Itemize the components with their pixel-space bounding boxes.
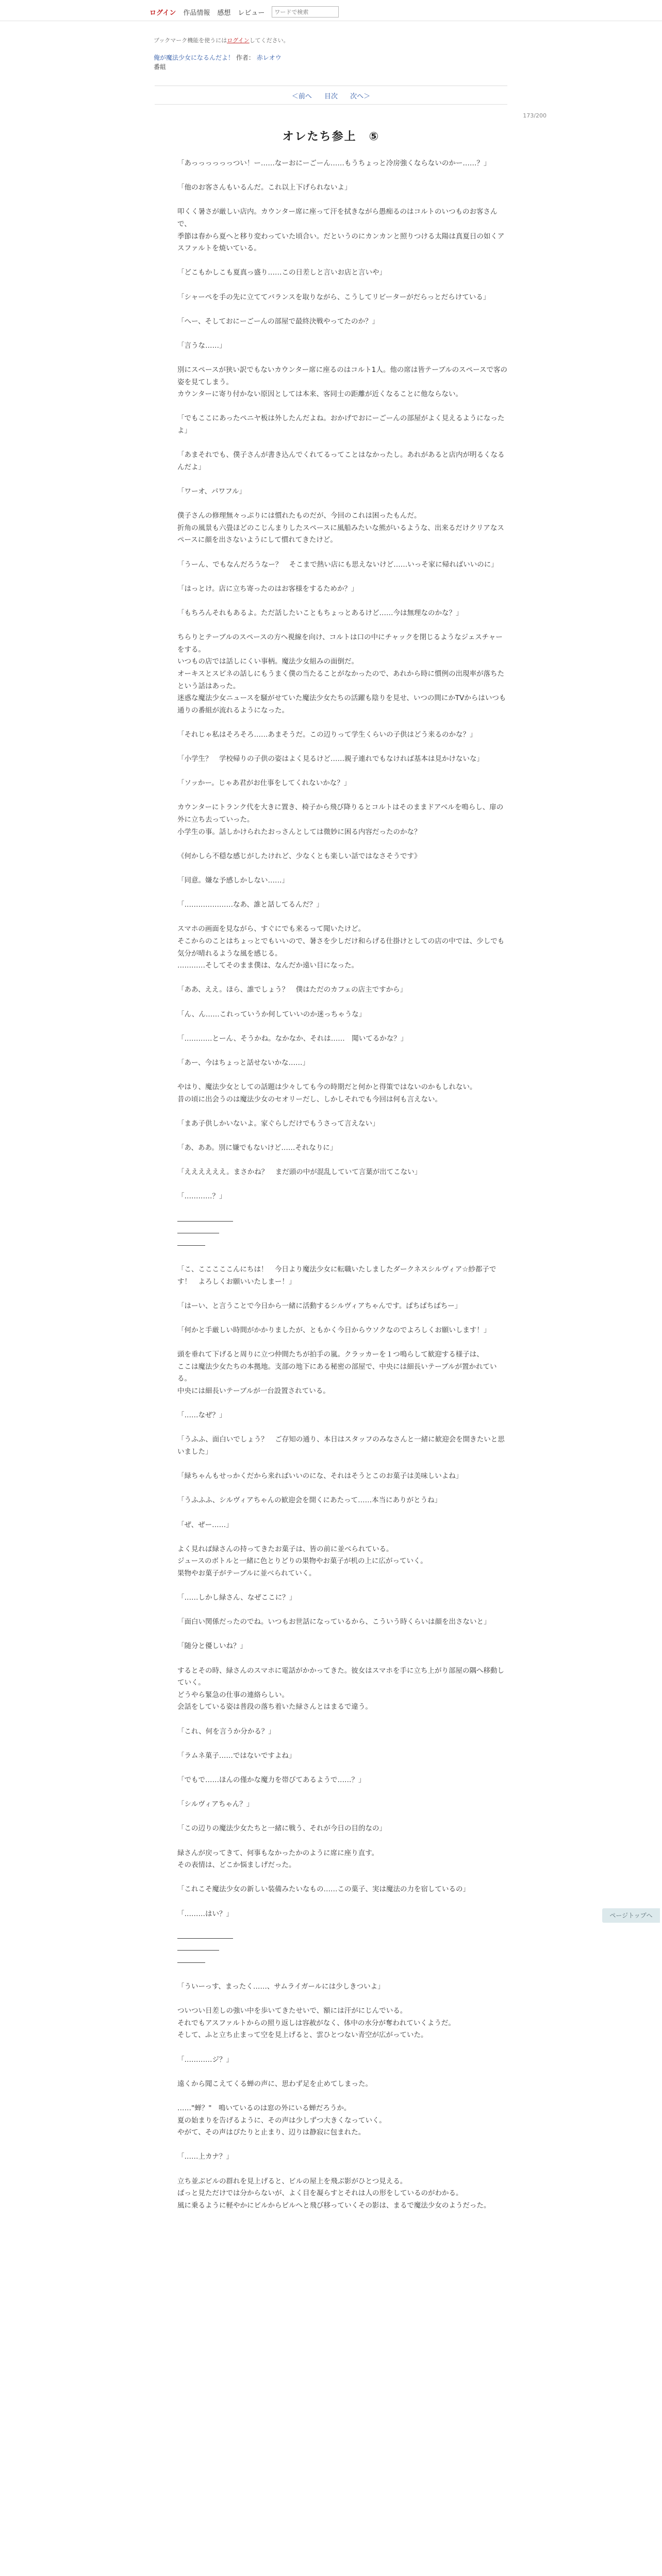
paragraph: 中央には細長いテーブルが一台設置されている。 (177, 1386, 330, 1395)
paragraph: 果物やお菓子がテーブルに並べられていく。 (177, 1569, 316, 1578)
paragraph: 季節は春から夏へと移り変わっていた頃合い。だというのにカンカンと照りつける太陽は真夏日の如くアスファルトを焼いている。 (177, 232, 505, 253)
paragraph: 遠くから聞こえてくる蝉の声に、思わず足を止めてしまった。 (177, 2079, 372, 2088)
paragraph: 夏の始まりを告げるように、その声は少しずつ大きくなっていく。 (177, 2116, 386, 2125)
blank-line (177, 1872, 507, 1884)
blank-line (177, 911, 507, 924)
blank-line (177, 1604, 507, 1617)
blank-line (177, 1920, 507, 1933)
paragraph: 「同意。嫌な予感しかしない……」 (177, 876, 289, 885)
blank-line (177, 473, 507, 486)
blank-line (177, 328, 507, 340)
paragraph: 「もちろんそれもあるよ。ただ話したいこともちょっとあるけど……今は無理なのかな？」 (177, 608, 463, 617)
paragraph: よく見れば緑さんの持ってきたお菓子は、皆の前に並べられている。 (177, 1545, 393, 1553)
bookmark-notice (154, 36, 289, 44)
paragraph: スマホの画面を見ながら、すぐにでも来るって聞いたけど。 (177, 925, 366, 934)
paragraph: 「へー、そしておにーごーんの部屋で最終決戦やってたのか？」 (177, 317, 379, 326)
paragraph: 僕子さんの修理無々っぷりには慣れたものだが、今回のこれは困ったもんだ。 (177, 512, 421, 520)
paragraph: 「まあ子供しかいないよ。家ぐらしだけでもうさって言えない」 (177, 1119, 379, 1128)
blank-line (177, 1203, 507, 1215)
blank-line (177, 1130, 507, 1143)
top-bar (0, 0, 662, 21)
paragraph: 「………はい？」 (177, 1909, 233, 1918)
paragraph: 「……上カナ？」 (177, 2153, 233, 2161)
paragraph: 立ち並ぶビルの群れを見上げると、ビルの屋上を飛ぶ影がひとつ見える。 (177, 2177, 407, 2185)
paragraph: 「…………？」 (177, 1192, 226, 1201)
blank-line (177, 1179, 507, 1191)
blank-line (177, 1580, 507, 1592)
paragraph: 迷惑な魔法少女ニュースを騒がせていた魔法少女たちの活躍も陰りを見せ、いつの間にかTVからはいつも通りの番組が流れるようになった。 (177, 694, 506, 715)
blank-line (177, 1459, 507, 1471)
divider (155, 104, 507, 105)
paragraph: 叩くく暑さが厳しい店内。カウンター席に座って汗を拭きながら愚痴るのはコルトのいつものお客さんで、 (177, 208, 498, 228)
blank-line (177, 1045, 507, 1057)
paragraph: 「あ、ああ。別に嫌でもないけど……それなりに」 (177, 1144, 337, 1153)
paragraph: 「うーん、でもなんだろうなー？ そこまで熱い店にも思えないけど……いっそ家に帰ればいいのに」 (177, 560, 498, 569)
blank-line (177, 1714, 507, 1726)
blank-line (177, 862, 507, 875)
paragraph: 「他のお客さんもいるんだ。これ以上下げられないよ」 (177, 183, 352, 192)
series-tag: 番組 (154, 63, 167, 71)
blank-line (177, 1251, 507, 1264)
paragraph: 「シルヴィアちゃん？」 (177, 1800, 254, 1809)
notice-login-link[interactable]: ログイン (227, 37, 250, 44)
paragraph: 「うふふ、面白いでしょう？ ご存知の通り、本日はスタッフのみなさんと一緒に歓迎会を開きたいと思いました」 (177, 1435, 505, 1456)
paragraph: ―――――― (177, 1229, 219, 1238)
paragraph: ―――――― (177, 1946, 219, 1955)
blank-line (177, 1106, 507, 1118)
blank-line (177, 2090, 507, 2103)
blank-line (177, 972, 507, 985)
toc-link[interactable]: 目次 (324, 93, 338, 100)
paragraph: オーキスとスピネの話しにもうまく僕の当たることがなかったので、あれから時に慣例の出現率が落ちたという話はあった。 (177, 669, 504, 690)
paragraph: ―――― (177, 1241, 205, 1249)
paragraph: 昔の頃に出会うのは魔法少女のセオリーだし、しかしそれでも今回は何も言えない。 (177, 1095, 442, 1104)
paragraph: 小学生の事。話しかけられたおっさんとしては微妙に困る内容だったのかな？ (177, 827, 421, 836)
paragraph: 折角の風景も六畳ほどのこじんまりしたスペースに風船みたいな熊がいるような、出来るだけクリアなスペースに顔を出さないようにして慣れてきたけど。 (177, 523, 504, 545)
page-top-button[interactable]: ページトップへ (602, 1908, 660, 1923)
paragraph: 「どこもかしこも夏真っ盛り……この日差しと言いお店と言いや」 (177, 268, 386, 277)
chapter-title: オレたち参上 ⑤ (282, 130, 380, 143)
paragraph: ちらりとテーブルのスペースの方へ視線を向け、コルトは口の中にチャックを閉じるようなジェスチャーをする。 (177, 633, 503, 654)
paragraph: やはり、魔法少女としての話題は少々しても今の時期だと何かと得策ではないのかもしれない。 (177, 1083, 477, 1092)
blank-line (177, 1398, 507, 1410)
blank-line (177, 401, 507, 413)
blank-line (177, 766, 507, 778)
paragraph: ……"蝉？" 鳴いているのは窓の外にいる蝉だろうか。 (177, 2104, 351, 2112)
paragraph: するとその時、緑さんのスマホに電話がかかってきた。彼女はスマホを手に立ち上がり部屋の隅へ移動していく。 (177, 1666, 504, 1687)
paragraph: 「何かと手厳しい時間がかかりましたが、ともかく今日からウソクなのでよろしくお願いします！」 (177, 1326, 491, 1334)
paragraph: 「ぜ、ぜー……」 (177, 1520, 233, 1529)
blank-line (177, 620, 507, 632)
paragraph: そして、ふと立ち止まって空を見上げると、雲ひとつない青空が広がっていた。 (177, 2031, 428, 2040)
paragraph: カウンターにトランク代を大きに置き、椅子から飛び降りるとコルトはそのままドアベルを鳴らし、扉の外に立ち去っていった。 (177, 803, 504, 824)
blank-line (177, 2139, 507, 2151)
next-chapter-link[interactable]: 次へ＞ (350, 93, 371, 100)
blank-line (177, 996, 507, 1009)
paragraph: 「ああ、ええ。ほら、誰でしょう？ 僕はただのカフェの店主ですから」 (177, 986, 407, 994)
blank-line (177, 437, 507, 450)
paragraph: 「それじゃ私はそろそろ……あまそうだ。この辺りって学生くらいの子供はどう来るのかな？」 (177, 730, 477, 739)
blank-line (177, 1787, 507, 1799)
paragraph: 「これこそ魔法少女の新しい装備みたいなもの……この菓子、実は魔法の力を宿しているの」 (177, 1885, 470, 1894)
paragraph: 風に乗るように軽やかにビルからビルへと飛び移っていくその影は、まるで魔法少女のようだった。 (177, 2201, 491, 2210)
paragraph: やがて、その声はぴたりと止まり、辺りは静寂に包まれた。 (177, 2128, 366, 2137)
blank-line (177, 547, 507, 559)
login-link[interactable]: ログイン (150, 9, 176, 17)
blank-line (177, 279, 507, 292)
paragraph: 「うふふふ、シルヴィアちゃんの歓迎会を開くにあたって……本当にありがとうね」 (177, 1496, 442, 1505)
prev-chapter-link[interactable]: ＜前へ (291, 93, 312, 100)
paragraph: …………そしてそのまま僕は、なんだか遠い目になった。 (177, 961, 358, 970)
blank-line (177, 1155, 507, 1167)
paragraph: 「……しかし緑さん、なぜここに？」 (177, 1594, 296, 1602)
paragraph: 「ワーオ、パワフル」 (177, 487, 246, 496)
paragraph: 「これ、何を言うか分かる？」 (177, 1727, 275, 1736)
blank-line (177, 595, 507, 607)
blank-line (177, 717, 507, 729)
chapter-number: 173/200 (523, 112, 547, 119)
top-nav (150, 6, 339, 18)
paragraph: 「はーい、と言うことで今日から一緒に活動するシルヴィアちゃんです。ぱちぱちぱちー」 (177, 1301, 462, 1310)
paragraph: 「ういーっす、まったく……、サムライガールには少しきついよ」 (177, 1982, 385, 1991)
blank-line (177, 1021, 507, 1033)
paragraph: カウンターに寄り付かない原因としては本来、客同士の距離が近くなることに他ならない。 (177, 390, 462, 399)
blank-line (177, 1629, 507, 1641)
paragraph: 会話をしている姿は普段の落ち着いた緑さんとはまるで違う。 (177, 1703, 372, 1711)
chapter-body (177, 158, 507, 2212)
blank-line (177, 1896, 507, 1908)
paragraph: 別にスペースが狭い訳でもないカウンター席に座るのはコルト1人。他の席は皆テーブルのスペースで客の姿を見てしまう。 (177, 366, 507, 386)
paragraph: ―――――――― (177, 1934, 233, 1942)
paragraph: 「…………とーん、そうかね。なかなか、それは…… 聞いてるかな？」 (177, 1034, 408, 1043)
paragraph: 「面白い関係だったのでね。いつもお世話になっているから、こういう時くらいは顔を出さないと」 (177, 1618, 491, 1626)
paragraph: 「…………ジ？」 (177, 2055, 233, 2064)
paragraph: 「はっとけ。店に立ち寄ったのはお客様をするためか？」 (177, 584, 358, 593)
review-link[interactable]: レビュー (238, 9, 265, 17)
paragraph: ―――― (177, 1958, 205, 1967)
blank-line (177, 170, 507, 182)
paragraph: 「でもで……ほんの僅かな魔力を帯びてあるようで……？」 (177, 1775, 366, 1784)
blank-line (177, 1738, 507, 1750)
blank-line (177, 255, 507, 267)
paragraph: 「ん、ん……これっていうか何していいのか迷っちゃうな」 (177, 1010, 366, 1019)
paragraph: ジュースのボトルと一緒に色とりどりの果物やお菓子が机の上に広がっていく。 (177, 1557, 427, 1566)
paragraph: 緑さんが戻ってきて、何事もなかったかのように席に座り直す。 (177, 1849, 379, 1857)
paragraph: 「この辺りの魔法少女たちと一緒に戦う、それが今日の目的なの」 (177, 1824, 386, 1833)
paragraph: 「ええええええ。まさかね？ まだ頭の中が混乱していて言葉が出てこない」 (177, 1168, 422, 1177)
blank-line (177, 352, 507, 365)
series-title-link[interactable]: 俺が魔法少女になるんだよ！ (154, 54, 235, 61)
paragraph: ぱっと見ただけでは分からないが、よく目を凝らすとそれは人の形をしているのがわかる。 (177, 2189, 463, 2198)
blank-line (177, 887, 507, 900)
blank-line (177, 1762, 507, 1774)
blank-line (177, 1337, 507, 1349)
blank-line (177, 1483, 507, 1495)
author-label: 作者： (236, 54, 255, 61)
paragraph: 「ラムネ菓子……ではないですよね」 (177, 1751, 296, 1760)
paragraph: それでもアスファルトからの照り返しは容赦がなく、体中の水分が奪われていくようだ。 (177, 2019, 455, 2027)
blank-line (177, 1811, 507, 1823)
paragraph: 《何かしら不穏な感じがしたけれど、少なくとも楽しい話ではなさそうです》 (177, 852, 421, 860)
blank-line (177, 1531, 507, 1544)
blank-line (177, 1288, 507, 1300)
paragraph: 「あっっっっっっつい！ー……なーおにーごーん……もうちょっと冷房強くならないのかー……？」 (177, 159, 491, 167)
blank-line (177, 741, 507, 754)
paragraph: ついつい日差しの強い中を歩いてきたせいで、額には汗がにじんでいる。 (177, 2007, 407, 2015)
paragraph: 「ソッかー。じゃあ君がお仕事をしてくれないかな？」 (177, 779, 351, 788)
paragraph: 頭を垂れて下げると周りに立つ仲間たちが拍手の嵐。クラッカーを１つ鳴らして歓迎する様子は、 (177, 1350, 484, 1359)
paragraph: 「…………………なあ、誰と話してるんだ？」 (177, 901, 323, 909)
blank-line (177, 2066, 507, 2078)
chapter-pager-top (0, 91, 662, 100)
blank-line (177, 303, 507, 316)
blank-line (177, 838, 507, 851)
paragraph: ―――――――― (177, 1216, 233, 1225)
blank-line (177, 2042, 507, 2054)
paragraph: 「言うな……」 (177, 341, 226, 350)
notice-text-after: してください。 (249, 37, 289, 44)
author-link[interactable]: 赤レオウ (256, 54, 282, 61)
work-info-link[interactable]: 作品情報 (183, 9, 210, 17)
paragraph: 「あまそれでも、僕子さんが書き込んでくれてるってことはなかったし。あれがあると店内が明るくなるんだよ」 (177, 451, 505, 471)
blank-line (177, 790, 507, 802)
paragraph: どうやら緊急の仕事の連絡らしい。 (177, 1690, 289, 1699)
blank-line (177, 1969, 507, 1981)
paragraph: ここは魔法少女たちの本拠地。支部の地下にある秘密の部屋で、中央には細長いテーブルが置かれている。 (177, 1362, 497, 1383)
blank-line (177, 194, 507, 207)
notice-text-before: ブックマーク機能を使うには (154, 37, 227, 44)
paragraph: 「でもここにあったペニヤ板は外したんだよね。おかげでおにーごーんの部屋がよく見えるようになったよ」 (177, 414, 505, 435)
blank-line (177, 571, 507, 583)
blank-line (177, 2163, 507, 2176)
blank-line (177, 1653, 507, 1665)
blank-line (177, 1835, 507, 1848)
blank-line (177, 1312, 507, 1325)
paragraph: いつもの店では話しにくい事柄。魔法少女組みの面倒だ。 (177, 657, 358, 666)
blank-line (177, 1507, 507, 1519)
paragraph: そこからのことはちょっとでもいいので、暑さを少しだけ和らげる仕掛けとしての店の中では、少しでも気分が晴れるような風を感じる。 (177, 937, 505, 958)
paragraph: 「随分と優しいね？」 (177, 1642, 247, 1651)
blank-line (177, 1422, 507, 1434)
paragraph: 「シャーペを手の先に立ててバランスを取りながら、こうしてリビーターがだらっとだらけている」 (177, 293, 490, 301)
impressions-link[interactable]: 感想 (217, 9, 231, 17)
blank-line (177, 1993, 507, 2006)
blank-line (177, 498, 507, 511)
paragraph: 「小学生？ 学校帰りの子供の姿はよく見るけど……親子連れでもなければ基本は見かけないな」 (177, 755, 484, 764)
paragraph: 「……なぜ？」 (177, 1411, 226, 1420)
paragraph: 「こ、こここここんにちは！ 今日より魔法少女に転職いたしましたダークネスシルヴィア☆紗都子です！ よろしくお願いいたしまー！」 (177, 1265, 496, 1286)
blank-line (177, 1070, 507, 1082)
paragraph: 「あー、今はちょっと話せないかな……」 (177, 1058, 309, 1067)
series-info (154, 53, 282, 72)
search-input[interactable] (272, 6, 339, 18)
paragraph: その表情は、どこか悩ましげだった。 (177, 1861, 296, 1870)
paragraph: 「緑ちゃんもせっかくだから来ればいいのにな、それはそうとこのお菓子は美味しいよね」 (177, 1472, 463, 1481)
